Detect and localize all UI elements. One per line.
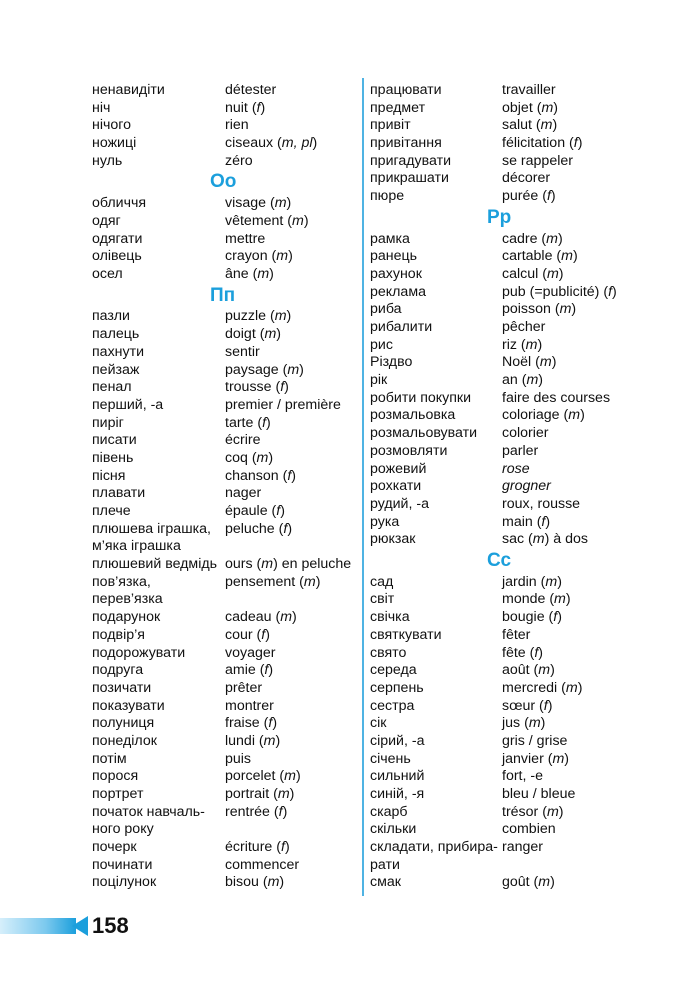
ukrainian-word: подруга <box>92 662 144 679</box>
dictionary-entry <box>370 82 670 100</box>
ukrainian-word: рохкати <box>370 478 422 495</box>
french-translation: bleu / bleue <box>502 786 576 803</box>
french-translation: détester <box>225 82 277 98</box>
french-translation: écrire <box>225 432 261 449</box>
french-translation: voyager <box>225 644 276 661</box>
dictionary-entry <box>92 804 362 822</box>
dictionary-entry <box>92 645 362 663</box>
dictionary-entry <box>370 319 670 337</box>
ukrainian-word: розмальовка <box>370 407 456 424</box>
french-translation: coloriage (m) <box>502 407 585 424</box>
french-translation: cartable (m) <box>502 248 578 265</box>
dictionary-entry <box>92 821 362 839</box>
french-translation: fêter <box>502 626 531 643</box>
french-translation: zéro <box>225 152 253 169</box>
ukrainian-word: працювати <box>370 82 442 98</box>
page-number-bar <box>0 918 76 934</box>
ukrainian-word: пюре <box>370 188 405 205</box>
ukrainian-word: середа <box>370 662 417 679</box>
section-letter: Рр <box>487 206 512 228</box>
french-translation: paysage (m) <box>225 361 304 378</box>
ukrainian-word: пазли <box>92 308 130 325</box>
french-translation: ciseaux (m, pl) <box>225 135 318 152</box>
dictionary-entry <box>92 248 362 266</box>
french-translation: écriture (f) <box>225 839 290 856</box>
ukrainian-word: початок навчаль- <box>92 803 205 820</box>
french-translation: objet (m) <box>502 99 558 116</box>
ukrainian-word: перев’язка <box>92 591 163 608</box>
dictionary-entry <box>92 117 362 135</box>
page-footer <box>0 912 140 940</box>
french-translation: doigt (m) <box>225 326 281 343</box>
french-translation: vêtement (m) <box>225 212 309 229</box>
dictionary-entry <box>92 698 362 716</box>
ukrainian-word: світ <box>370 591 395 608</box>
ukrainian-word: рожевий <box>370 460 427 477</box>
dictionary-entry <box>370 354 670 372</box>
dictionary-entry <box>370 461 670 479</box>
ukrainian-word: пейзаж <box>92 361 140 378</box>
ukrainian-word: плюшева іграшка, <box>92 520 211 537</box>
french-translation: se rappeler <box>502 152 573 169</box>
dictionary-entry <box>370 609 670 627</box>
dictionary-entry <box>92 213 362 231</box>
ukrainian-word: рахунок <box>370 265 422 282</box>
ukrainian-word: писати <box>92 432 137 449</box>
dictionary-entry <box>370 301 670 319</box>
dictionary-entry <box>370 478 670 496</box>
dictionary-entry <box>92 627 362 645</box>
ukrainian-word: подарунок <box>92 609 161 626</box>
ukrainian-word: серпень <box>370 679 424 696</box>
french-translation: lundi (m) <box>225 732 281 749</box>
dictionary-entry <box>370 804 670 822</box>
dictionary-entry <box>92 521 362 539</box>
ukrainian-word: осел <box>92 265 123 282</box>
ukrainian-word: сад <box>370 573 394 590</box>
dictionary-entry <box>370 698 670 716</box>
french-translation: an (m) <box>502 372 544 389</box>
ukrainian-word: святкувати <box>370 626 442 643</box>
dictionary-entry <box>92 344 362 362</box>
dictionary-entry <box>370 188 670 206</box>
dictionary-entry <box>92 768 362 786</box>
ukrainian-word: реклама <box>370 283 426 300</box>
french-translation: rose <box>502 460 530 477</box>
ukrainian-word: пахнути <box>92 343 145 360</box>
ukrainian-word: ніч <box>92 99 111 116</box>
french-translation: cadeau (m) <box>225 609 297 626</box>
ukrainian-word: січень <box>370 750 411 767</box>
dictionary-entry <box>370 680 670 698</box>
ukrainian-word: рука <box>370 513 400 530</box>
french-translation: puis <box>225 750 252 767</box>
ukrainian-word: починати <box>92 856 153 873</box>
section-heading <box>370 549 670 574</box>
french-translation: parler <box>502 442 539 459</box>
french-translation: puzzle (m) <box>225 308 292 325</box>
french-translation: poisson (m) <box>502 301 577 318</box>
ukrainian-word: нуль <box>92 152 123 169</box>
french-translation: crayon (m) <box>225 248 293 265</box>
french-translation: cour (f) <box>225 626 270 643</box>
french-translation: nager <box>225 485 262 502</box>
dictionary-entry <box>370 627 670 645</box>
ukrainian-word: полуниця <box>92 715 155 732</box>
french-translation: mercredi (m) <box>502 679 583 696</box>
section-letter: Сс <box>487 549 512 571</box>
page-arrow-icon <box>72 916 88 936</box>
dictionary-entry <box>370 372 670 390</box>
dictionary-entry <box>92 415 362 433</box>
french-translation: roux, rousse <box>502 495 581 512</box>
french-translation: félicitation (f) <box>502 135 583 152</box>
dictionary-entry <box>370 100 670 118</box>
dictionary-entry <box>370 821 670 839</box>
ukrainian-word: риба <box>370 301 402 318</box>
dictionary-entry <box>370 284 670 302</box>
french-translation: fort, -e <box>502 768 543 785</box>
french-translation: calcul (m) <box>502 265 564 282</box>
right-column <box>370 82 670 892</box>
french-translation: sac (m) à dos <box>502 531 588 548</box>
section-heading <box>92 170 362 195</box>
french-translation: monde (m) <box>502 591 571 608</box>
ukrainian-word: нічого <box>92 117 132 134</box>
ukrainian-word: портрет <box>92 786 144 803</box>
french-translation: épaule (f) <box>225 503 285 520</box>
ukrainian-word: плюшевий ведмідь <box>92 556 218 573</box>
ukrainian-word: свято <box>370 644 407 661</box>
section-letter: Пп <box>210 284 236 306</box>
dictionary-entry <box>92 591 362 609</box>
french-translation: rien <box>225 117 249 134</box>
french-translation: purée (f) <box>502 188 556 205</box>
ukrainian-word: рибалити <box>370 319 433 336</box>
french-translation: visage (m) <box>225 195 292 212</box>
ukrainian-word: пригадувати <box>370 152 452 169</box>
french-translation: jus (m) <box>502 715 546 732</box>
ukrainian-word: ножиці <box>92 135 137 152</box>
french-translation: commencer <box>225 856 300 873</box>
dictionary-entry <box>370 496 670 514</box>
dictionary-entry <box>370 839 670 857</box>
dictionary-entry <box>370 407 670 425</box>
dictionary-entry <box>92 135 362 153</box>
left-column <box>92 82 362 892</box>
ukrainian-word: палець <box>92 326 140 343</box>
dictionary-entry <box>92 266 362 284</box>
ukrainian-word: ненавидіти <box>92 82 165 98</box>
ukrainian-word: почерк <box>92 839 137 856</box>
dictionary-entry <box>92 153 362 171</box>
dictionary-entry <box>92 662 362 680</box>
dictionary-entry <box>92 839 362 857</box>
french-translation: fraise (f) <box>225 715 278 732</box>
dictionary-entry <box>92 874 362 892</box>
section-heading <box>92 284 362 309</box>
french-translation: rentrée (f) <box>225 803 288 820</box>
dictionary-entry <box>370 248 670 266</box>
ukrainian-word: подорожувати <box>92 644 186 661</box>
dictionary-entry <box>370 231 670 249</box>
french-translation: trousse (f) <box>225 379 289 396</box>
french-translation: main (f) <box>502 513 551 530</box>
ukrainian-word: порося <box>92 768 139 785</box>
dictionary-entry <box>92 326 362 344</box>
ukrainian-word: сік <box>370 715 387 732</box>
french-translation: jardin (m) <box>502 573 562 590</box>
dictionary-entry <box>92 609 362 627</box>
dictionary-entry <box>370 874 670 892</box>
french-translation: portrait (m) <box>225 786 295 803</box>
french-translation: fête (f) <box>502 644 544 661</box>
ukrainian-word: прикрашати <box>370 170 449 187</box>
ukrainian-word: півень <box>92 449 134 466</box>
dictionary-entry <box>92 308 362 326</box>
ukrainian-word: сірий, -а <box>370 732 425 749</box>
ukrainian-word: одяг <box>92 212 121 229</box>
ukrainian-word: скільки <box>370 821 417 838</box>
french-translation: sœur (f) <box>502 697 553 714</box>
dictionary-entry <box>92 857 362 875</box>
ukrainian-word: розмальовувати <box>370 425 478 442</box>
french-translation: prêter <box>225 679 263 696</box>
dictionary-entry <box>370 662 670 680</box>
ukrainian-word: пов’язка, <box>92 573 151 590</box>
french-translation: bisou (m) <box>225 874 285 891</box>
ukrainian-word: позичати <box>92 679 152 696</box>
dictionary-entry <box>92 195 362 213</box>
french-translation: gris / grise <box>502 732 568 749</box>
ukrainian-word: рис <box>370 336 393 353</box>
ukrainian-word: рюкзак <box>370 531 416 548</box>
page-number: 158 <box>92 913 129 938</box>
french-translation: salut (m) <box>502 117 558 134</box>
french-translation: mettre <box>225 230 266 247</box>
french-translation: pub (=publicité) (f) <box>502 283 617 300</box>
ukrainian-word: показувати <box>92 697 165 714</box>
dictionary-entry <box>370 117 670 135</box>
dictionary-entry <box>370 645 670 663</box>
french-translation: ours (m) en peluche <box>225 556 352 573</box>
french-translation: premier / première <box>225 396 341 413</box>
french-translation: montrer <box>225 697 274 714</box>
dictionary-entry <box>92 786 362 804</box>
ukrainian-word: свічка <box>370 609 410 626</box>
french-translation: âne (m) <box>225 265 274 282</box>
french-translation: décorer <box>502 170 551 187</box>
ukrainian-word: рудий, -а <box>370 495 429 512</box>
french-translation: Noël (m) <box>502 354 557 371</box>
dictionary-entry <box>370 153 670 171</box>
dictionary-entry <box>370 768 670 786</box>
ukrainian-word: привіт <box>370 117 411 134</box>
french-translation: porcelet (m) <box>225 768 301 785</box>
french-translation: janvier (m) <box>502 750 570 767</box>
dictionary-entry <box>370 390 670 408</box>
french-translation: goût (m) <box>502 874 555 891</box>
ukrainian-word: рік <box>370 372 388 389</box>
ukrainian-word: одягати <box>92 230 143 247</box>
ukrainian-word: плавати <box>92 485 146 502</box>
dictionary-entry <box>370 514 670 532</box>
ukrainian-word: олівець <box>92 248 142 265</box>
dictionary-entry <box>370 715 670 733</box>
dictionary-entry <box>92 82 362 100</box>
dictionary-entry <box>370 170 670 188</box>
dictionary-entry <box>92 362 362 380</box>
dictionary-entry <box>92 485 362 503</box>
dictionary-entry <box>370 786 670 804</box>
french-translation: peluche (f) <box>225 520 293 537</box>
dictionary-entry <box>92 397 362 415</box>
ukrainian-word: складати, прибира- <box>370 839 498 856</box>
french-translation: colorier <box>502 425 549 442</box>
dictionary-entry <box>92 432 362 450</box>
french-translation: nuit (f) <box>225 99 266 116</box>
french-translation: trésor (m) <box>502 803 564 820</box>
ukrainian-word: смак <box>370 874 401 891</box>
dictionary-entry <box>92 538 362 556</box>
dictionary-entry <box>92 680 362 698</box>
dictionary-entry <box>370 531 670 549</box>
french-translation: cadre (m) <box>502 230 563 247</box>
ukrainian-word: робити покупки <box>370 389 472 406</box>
dictionary-entry <box>92 100 362 118</box>
dictionary-entry <box>92 751 362 769</box>
dictionary-entry <box>92 556 362 574</box>
dictionary-entry <box>370 591 670 609</box>
dictionary-entry <box>370 751 670 769</box>
dictionary-entry <box>370 574 670 592</box>
ukrainian-word: сильний <box>370 768 425 785</box>
dictionary-entry <box>370 733 670 751</box>
french-translation: amie (f) <box>225 662 274 679</box>
dictionary-entry <box>370 857 670 875</box>
french-translation: pêcher <box>502 319 546 336</box>
ukrainian-word: перший, -а <box>92 396 164 413</box>
ukrainian-word: синій, -я <box>370 786 425 803</box>
dictionary-entry <box>92 733 362 751</box>
french-translation: grogner <box>502 478 551 495</box>
ukrainian-word: рамка <box>370 230 410 247</box>
ukrainian-word: сестра <box>370 697 415 714</box>
ukrainian-word: скарб <box>370 803 408 820</box>
ukrainian-word: ранець <box>370 248 418 265</box>
french-translation: pensement (m) <box>225 573 321 590</box>
ukrainian-word: поцілунок <box>92 874 157 891</box>
dictionary-entry <box>370 443 670 461</box>
ukrainian-word: пісня <box>92 467 126 484</box>
dictionary-entry <box>92 379 362 397</box>
ukrainian-word: понеділок <box>92 732 157 749</box>
dictionary-entry <box>92 450 362 468</box>
section-letter: Оо <box>210 171 237 193</box>
ukrainian-word: рати <box>370 856 400 873</box>
french-translation: chanson (f) <box>225 467 296 484</box>
french-translation: travailler <box>502 82 556 98</box>
dictionary-entry <box>92 468 362 486</box>
dictionary-entry <box>92 231 362 249</box>
ukrainian-word: предмет <box>370 99 426 116</box>
ukrainian-word: пенал <box>92 379 132 396</box>
french-translation: sentir <box>225 343 260 360</box>
dictionary-entry <box>92 503 362 521</box>
ukrainian-word: привітання <box>370 135 442 152</box>
ukrainian-word: м’яка іграшка <box>92 538 181 555</box>
ukrainian-word: пиріг <box>92 414 124 431</box>
dictionary-entry <box>92 715 362 733</box>
french-translation: bougie (f) <box>502 609 562 626</box>
ukrainian-word: Різдво <box>370 354 413 371</box>
section-heading <box>370 206 670 231</box>
ukrainian-word: обличчя <box>92 195 147 212</box>
dictionary-entry <box>370 425 670 443</box>
dictionary-entry <box>92 574 362 592</box>
french-translation: coq (m) <box>225 449 274 466</box>
dictionary-entry <box>370 135 670 153</box>
dictionary-entry <box>370 266 670 284</box>
ukrainian-word: ного року <box>92 821 154 838</box>
french-translation: faire des courses <box>502 389 611 406</box>
french-translation: août (m) <box>502 662 555 679</box>
french-translation: tarte (f) <box>225 414 271 431</box>
ukrainian-word: розмовляти <box>370 442 448 459</box>
ukrainian-word: подвір’я <box>92 626 145 643</box>
french-translation: riz (m) <box>502 336 543 353</box>
ukrainian-word: плече <box>92 503 131 520</box>
dictionary-entry <box>370 337 670 355</box>
french-translation: combien <box>502 821 556 838</box>
ukrainian-word: потім <box>92 750 127 767</box>
column-divider <box>362 78 364 896</box>
french-translation: ranger <box>502 839 544 856</box>
